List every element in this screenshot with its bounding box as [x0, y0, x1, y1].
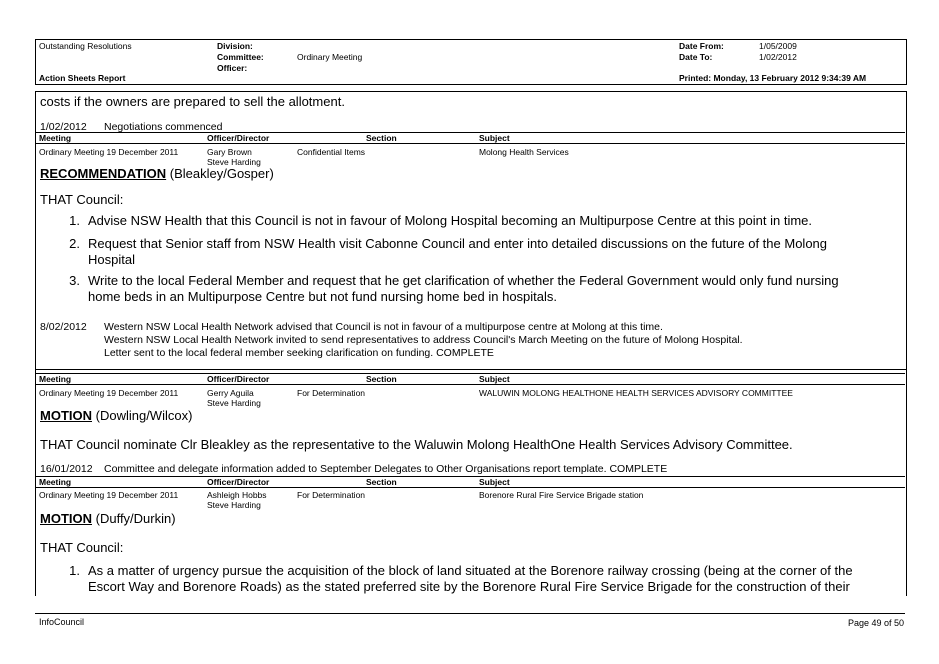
list-text: Request that Senior staff from NSW Health visit Cabonne Council and enter into detailed discussions on the future of the Molong — [88, 236, 828, 251]
resolution-body: THAT Council nominate Clr Bleakley as the representative to the Waluwin Molong HealthOne Health Services Advisory Committee. — [40, 437, 793, 452]
item-meeting: Ordinary Meeting 19 December 2011 — [39, 147, 179, 157]
heading-label: MOTION — [40, 408, 92, 423]
col-meeting: Meeting — [39, 374, 72, 384]
date-to-label: Date To: — [679, 52, 713, 62]
heading-movers: (Duffy/Durkin) — [95, 511, 176, 526]
list-item — [60, 213, 900, 231]
note-date: 16/01/2012 — [40, 463, 93, 475]
list-text-cont: Hospital — [88, 252, 135, 267]
col-subject: Subject — [479, 133, 510, 143]
item-meeting: Ordinary Meeting 19 December 2011 — [39, 490, 179, 500]
section-divider — [35, 369, 907, 370]
date-from-label: Date From: — [679, 41, 724, 51]
note-line: Letter sent to the local federal member seeking clarification on funding. COMPLETE — [104, 347, 494, 359]
note-date: 1/02/2012 — [40, 121, 87, 133]
resolution-intro: THAT Council: — [40, 192, 124, 207]
table-header — [35, 373, 905, 385]
page-number: Page 49 of 50 — [847, 618, 904, 628]
item-officer: Ashleigh Hobbs — [207, 490, 267, 500]
item-director: Steve Harding — [207, 157, 261, 167]
col-meeting: Meeting — [39, 477, 72, 487]
item-director: Steve Harding — [207, 398, 261, 408]
list-text: As a matter of urgency pursue the acquisition of the block of land situated at the Borenore railway crossing (being at the corner of the — [88, 563, 853, 578]
note-line: Western NSW Local Health Network advised that Council is not in favour of a multipurpose centre at Molong at this time. — [104, 321, 663, 333]
date-to-value: 1/02/2012 — [759, 52, 797, 62]
note-date: 8/02/2012 — [40, 321, 87, 333]
list-text-cont: home beds in an Multipurpose Centre but not fund nursing home bed in hospitals. — [88, 289, 558, 304]
col-section: Section — [366, 477, 397, 487]
item-subject: WALUWIN MOLONG HEALTHONE HEALTH SERVICES ADVISORY COMMITTEE — [479, 388, 793, 398]
item-director: Steve Harding — [207, 500, 261, 510]
list-text: Write to the local Federal Member and request that he get clarification of whether the Federal Government would only fund nursing — [88, 273, 839, 288]
heading-label: MOTION — [40, 511, 92, 526]
note-text: Negotiations commenced — [104, 121, 223, 133]
committee-value: Ordinary Meeting — [297, 52, 363, 62]
list-text-cont: Escort Way and Borenore Roads) as the stated preferred site by the Borenore Rural Fire Service Brigade for the construction of their — [88, 579, 850, 594]
list-text: Advise NSW Health that this Council is not in favour of Molong Hospital becoming an Multipurpose Centre at this point in time. — [88, 213, 813, 228]
list-item — [60, 563, 900, 595]
item-officer: Gary Brown — [207, 147, 252, 157]
report-name: Action Sheets Report — [39, 73, 126, 83]
footer-rule — [35, 613, 905, 614]
committee-label: Committee: — [217, 52, 264, 62]
printed-timestamp: Printed: Monday, 13 February 2012 9:34:39 AM — [679, 73, 867, 83]
list-item — [60, 273, 900, 309]
footer-app-name: InfoCouncil — [39, 617, 85, 627]
list-number: 2. — [69, 236, 80, 251]
item-section: For Determination — [297, 490, 366, 500]
list-number: 3. — [69, 273, 80, 288]
col-subject: Subject — [479, 374, 510, 384]
item-officer: Gerry Aguila — [207, 388, 254, 398]
heading-label: RECOMMENDATION — [40, 166, 167, 181]
heading-movers: (Dowling/Wilcox) — [95, 408, 193, 423]
officer-label: Officer: — [217, 63, 248, 73]
list-item — [60, 236, 900, 272]
resolution-intro: THAT Council: — [40, 540, 124, 555]
note-line: Western NSW Local Health Network invited to send representatives to address Council's March Meeting on the future of Molong Hospital. — [104, 334, 743, 346]
division-label: Division: — [217, 41, 253, 51]
heading-movers: (Bleakley/Gosper) — [169, 166, 274, 181]
col-subject: Subject — [479, 477, 510, 487]
item-subject: Borenore Rural Fire Service Brigade station — [479, 490, 644, 500]
report-type: Outstanding Resolutions — [39, 41, 132, 51]
col-section: Section — [366, 133, 397, 143]
col-officer: Officer/Director — [207, 133, 270, 143]
col-officer: Officer/Director — [207, 374, 270, 384]
col-section: Section — [366, 374, 397, 384]
item-section: For Determination — [297, 388, 366, 398]
item-meeting: Ordinary Meeting 19 December 2011 — [39, 388, 179, 398]
item-section: Confidential Items — [297, 147, 366, 157]
resolution-heading — [40, 511, 176, 527]
list-number: 1. — [69, 213, 80, 228]
list-number: 1. — [69, 563, 80, 578]
continuation-text: costs if the owners are prepared to sell the allotment. — [40, 94, 345, 109]
note-text: Committee and delegate information added to September Delegates to Other Organisations report template. COMPLETE — [104, 463, 668, 475]
table-header — [35, 132, 905, 144]
table-header — [35, 476, 905, 488]
col-officer: Officer/Director — [207, 477, 270, 487]
item-subject: Molong Health Services — [479, 147, 569, 157]
date-from-value: 1/05/2009 — [759, 41, 797, 51]
resolution-heading — [40, 166, 274, 182]
resolution-heading — [40, 408, 192, 424]
col-meeting: Meeting — [39, 133, 72, 143]
